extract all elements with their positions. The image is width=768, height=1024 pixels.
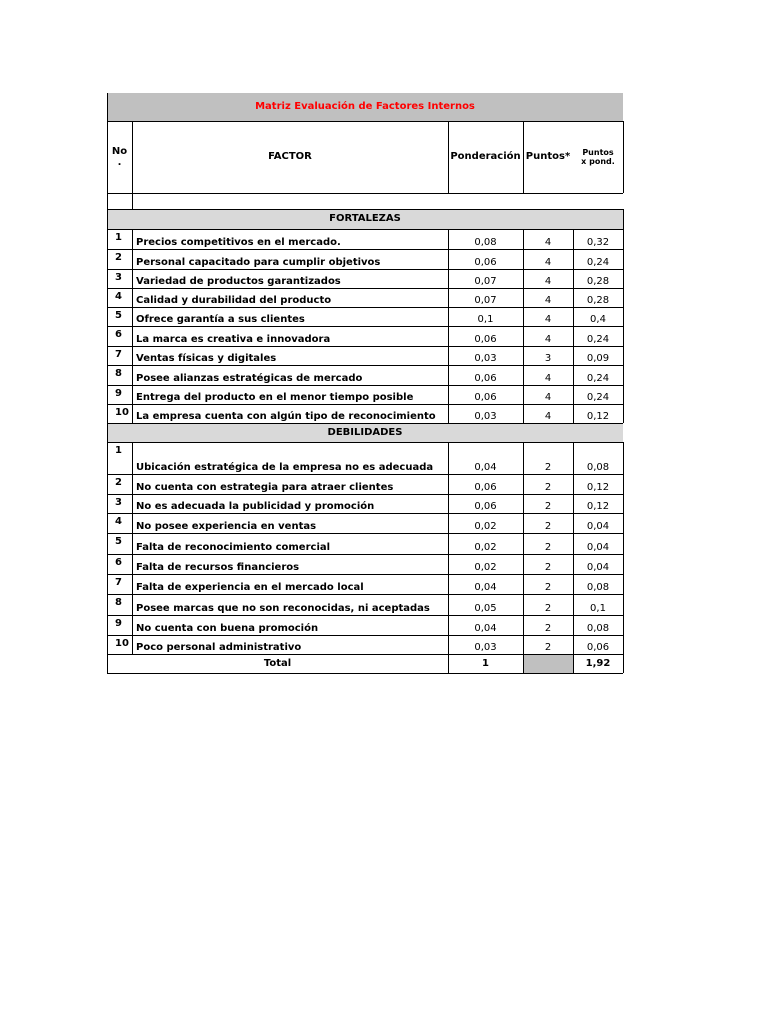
grid-line-v	[448, 229, 449, 423]
row-puntos-pond: 0,09	[586, 352, 610, 364]
row-ponderacion: 0,04	[474, 461, 497, 473]
grid-line-h	[107, 307, 623, 308]
row-ponderacion: 0,06	[474, 391, 497, 403]
row-number: 1	[115, 445, 122, 456]
row-ponderacion: 0,03	[474, 410, 497, 422]
row-factor: No cuenta con buena promoción	[136, 622, 319, 634]
row-puntos: 2	[544, 641, 552, 653]
row-puntos-pond: 0,04	[586, 541, 610, 553]
row-number: 3	[115, 497, 122, 508]
row-ponderacion: 0,1	[477, 313, 494, 325]
grid-line-h	[107, 474, 623, 475]
row-puntos-pond: 0,12	[586, 481, 610, 493]
row-puntos: 2	[544, 481, 552, 493]
row-ponderacion: 0,07	[474, 294, 497, 306]
row-puntos: 4	[544, 372, 552, 384]
row-puntos-pond: 0,28	[586, 294, 610, 306]
row-factor: Posee alianzas estratégicas de mercado	[136, 372, 363, 384]
total-puntos-pond: 1,92	[585, 657, 611, 669]
row-ponderacion: 0,06	[474, 372, 497, 384]
row-puntos: 4	[544, 391, 552, 403]
row-puntos-pond: 0,24	[586, 256, 610, 268]
grid-line-v	[107, 209, 108, 442]
grid-line-h	[107, 635, 623, 636]
row-puntos: 4	[544, 275, 552, 287]
row-factor: Variedad de productos garantizados	[136, 275, 341, 287]
row-puntos-pond: 0,24	[586, 372, 610, 384]
row-puntos: 2	[544, 461, 552, 473]
row-ponderacion: 0,06	[474, 333, 497, 345]
row-puntos-pond: 0,08	[586, 622, 610, 634]
grid-line-h	[107, 673, 623, 674]
row-ponderacion: 0,02	[474, 541, 497, 553]
section-debilidades: DEBILIDADES	[107, 423, 623, 442]
row-number: 8	[115, 597, 122, 608]
row-puntos-pond: 0,32	[586, 236, 610, 248]
grid-line-v	[573, 654, 574, 673]
row-puntos-pond: 0,06	[586, 641, 610, 653]
row-factor: Ubicación estratégica de la empresa no es adecuada	[136, 461, 434, 473]
row-number: 3	[115, 272, 122, 283]
row-number: 2	[115, 477, 122, 488]
grid-line-h	[107, 442, 623, 443]
row-puntos: 4	[544, 236, 552, 248]
row-puntos-pond: 0,04	[586, 520, 610, 532]
row-puntos-pond: 0,4	[590, 313, 606, 325]
header-ponderacion: Ponderación	[450, 151, 521, 163]
row-puntos-pond: 0,24	[586, 333, 610, 345]
row-factor: Falta de recursos financieros	[136, 561, 300, 573]
row-puntos: 2	[544, 581, 552, 593]
grid-line-v	[132, 229, 133, 423]
grid-line-v	[523, 442, 524, 673]
row-puntos: 2	[544, 561, 552, 573]
grid-line-h	[107, 533, 623, 534]
row-number: 10	[115, 407, 129, 418]
grid-line-v	[132, 121, 133, 209]
grid-line-v	[573, 229, 574, 423]
total-ponderacion: 1	[482, 657, 489, 669]
row-number: 5	[115, 310, 122, 321]
row-number: 5	[115, 536, 122, 547]
row-puntos: 4	[544, 313, 552, 325]
row-puntos: 2	[544, 622, 552, 634]
row-factor: No posee experiencia en ventas	[136, 520, 317, 532]
grid-line-v	[132, 442, 133, 654]
grid-line-v	[623, 209, 624, 423]
row-puntos-pond: 0,1	[590, 602, 606, 614]
row-puntos: 4	[544, 333, 552, 345]
grid-line-h	[107, 385, 623, 386]
row-puntos: 2	[544, 602, 552, 614]
row-puntos-pond: 0,24	[586, 391, 610, 403]
row-number: 9	[115, 388, 122, 399]
row-ponderacion: 0,06	[474, 256, 497, 268]
row-ponderacion: 0,02	[474, 520, 497, 532]
row-ponderacion: 0,04	[474, 581, 497, 593]
row-number: 8	[115, 368, 122, 379]
row-factor: La marca es creativa e innovadora	[136, 333, 331, 345]
row-number: 7	[115, 349, 122, 360]
row-ponderacion: 0,04	[474, 622, 497, 634]
grid-line-v	[623, 121, 624, 193]
row-puntos: 4	[544, 410, 552, 422]
grid-line-h	[107, 121, 623, 122]
row-puntos: 3	[544, 352, 552, 364]
header-no: No .	[111, 145, 128, 168]
row-factor: Falta de experiencia en el mercado local	[136, 581, 364, 593]
row-puntos-pond: 0,12	[586, 500, 610, 512]
row-ponderacion: 0,07	[474, 275, 497, 287]
row-number: 10	[115, 638, 129, 649]
row-factor: Falta de reconocimiento comercial	[136, 541, 331, 553]
row-factor: No cuenta con estrategia para atraer clientes	[136, 481, 394, 493]
grid-line-v	[107, 93, 108, 209]
row-factor: No es adecuada la publicidad y promoción	[136, 500, 375, 512]
grid-line-h	[107, 494, 623, 495]
grid-line-h	[107, 513, 623, 514]
grid-line-v	[107, 442, 108, 673]
grid-line-h	[107, 209, 623, 210]
row-puntos-pond: 0,08	[586, 581, 610, 593]
row-ponderacion: 0,08	[474, 236, 497, 248]
grid-line-h	[107, 288, 623, 289]
header-puntos-pond: Puntos x pond.	[581, 147, 615, 166]
grid-line-h	[107, 423, 623, 424]
grid-line-h	[107, 346, 623, 347]
row-number: 7	[115, 577, 122, 588]
row-puntos: 2	[544, 500, 552, 512]
grid-line-h	[107, 615, 623, 616]
grid-line-h	[107, 365, 623, 366]
row-factor: Ofrece garantía a sus clientes	[136, 313, 305, 325]
row-puntos-pond: 0,04	[586, 561, 610, 573]
row-puntos-pond: 0,08	[586, 461, 610, 473]
grid-line-v	[448, 121, 449, 193]
grid-line-v	[573, 442, 574, 654]
grid-line-v	[448, 442, 449, 673]
total-label: Total	[263, 657, 292, 669]
row-factor: Calidad y durabilidad del producto	[136, 294, 332, 306]
row-puntos: 4	[544, 294, 552, 306]
grid-line-v	[623, 442, 624, 673]
grid-line-h	[107, 269, 623, 270]
row-number: 9	[115, 618, 122, 629]
grid-line-h	[107, 193, 623, 194]
row-puntos: 2	[544, 541, 552, 553]
grid-line-h	[107, 326, 623, 327]
row-ponderacion: 0,05	[474, 602, 497, 614]
row-number: 2	[115, 252, 122, 263]
grid-line-h	[107, 654, 623, 655]
row-ponderacion: 0,02	[474, 561, 497, 573]
grid-line-h	[107, 574, 623, 575]
row-ponderacion: 0,06	[474, 500, 497, 512]
row-number: 6	[115, 557, 122, 568]
row-factor: Ventas físicas y digitales	[136, 352, 277, 364]
row-number: 6	[115, 329, 122, 340]
row-factor: La empresa cuenta con algún tipo de reconocimiento	[136, 410, 436, 422]
section-fortalezas: FORTALEZAS	[107, 209, 623, 229]
matrix-title: Matriz Evaluación de Factores Internos	[107, 93, 623, 121]
row-factor: Personal capacitado para cumplir objetivos	[136, 256, 381, 268]
row-puntos: 2	[544, 520, 552, 532]
row-ponderacion: 0,06	[474, 481, 497, 493]
grid-line-v	[523, 121, 524, 193]
grid-line-v	[523, 229, 524, 423]
grid-line-h	[107, 594, 623, 595]
row-puntos: 4	[544, 256, 552, 268]
row-factor: Posee marcas que no son reconocidas, ni aceptadas	[136, 602, 430, 614]
grid-line-h	[107, 554, 623, 555]
row-ponderacion: 0,03	[474, 641, 497, 653]
grid-line-h	[107, 229, 623, 230]
row-puntos-pond: 0,12	[586, 410, 610, 422]
grid-line-h	[107, 249, 623, 250]
total-puntos-empty	[523, 654, 573, 673]
row-factor: Precios competitivos en el mercado.	[136, 236, 341, 248]
row-number: 4	[115, 291, 122, 302]
header-puntos: Puntos*	[525, 151, 571, 163]
row-number: 4	[115, 516, 122, 527]
row-number: 1	[115, 232, 122, 243]
row-factor: Poco personal administrativo	[136, 641, 302, 653]
header-factor: FACTOR	[268, 151, 312, 163]
row-ponderacion: 0,03	[474, 352, 497, 364]
grid-line-h	[107, 404, 623, 405]
row-factor: Entrega del producto en el menor tiempo posible	[136, 391, 414, 403]
row-puntos-pond: 0,28	[586, 275, 610, 287]
